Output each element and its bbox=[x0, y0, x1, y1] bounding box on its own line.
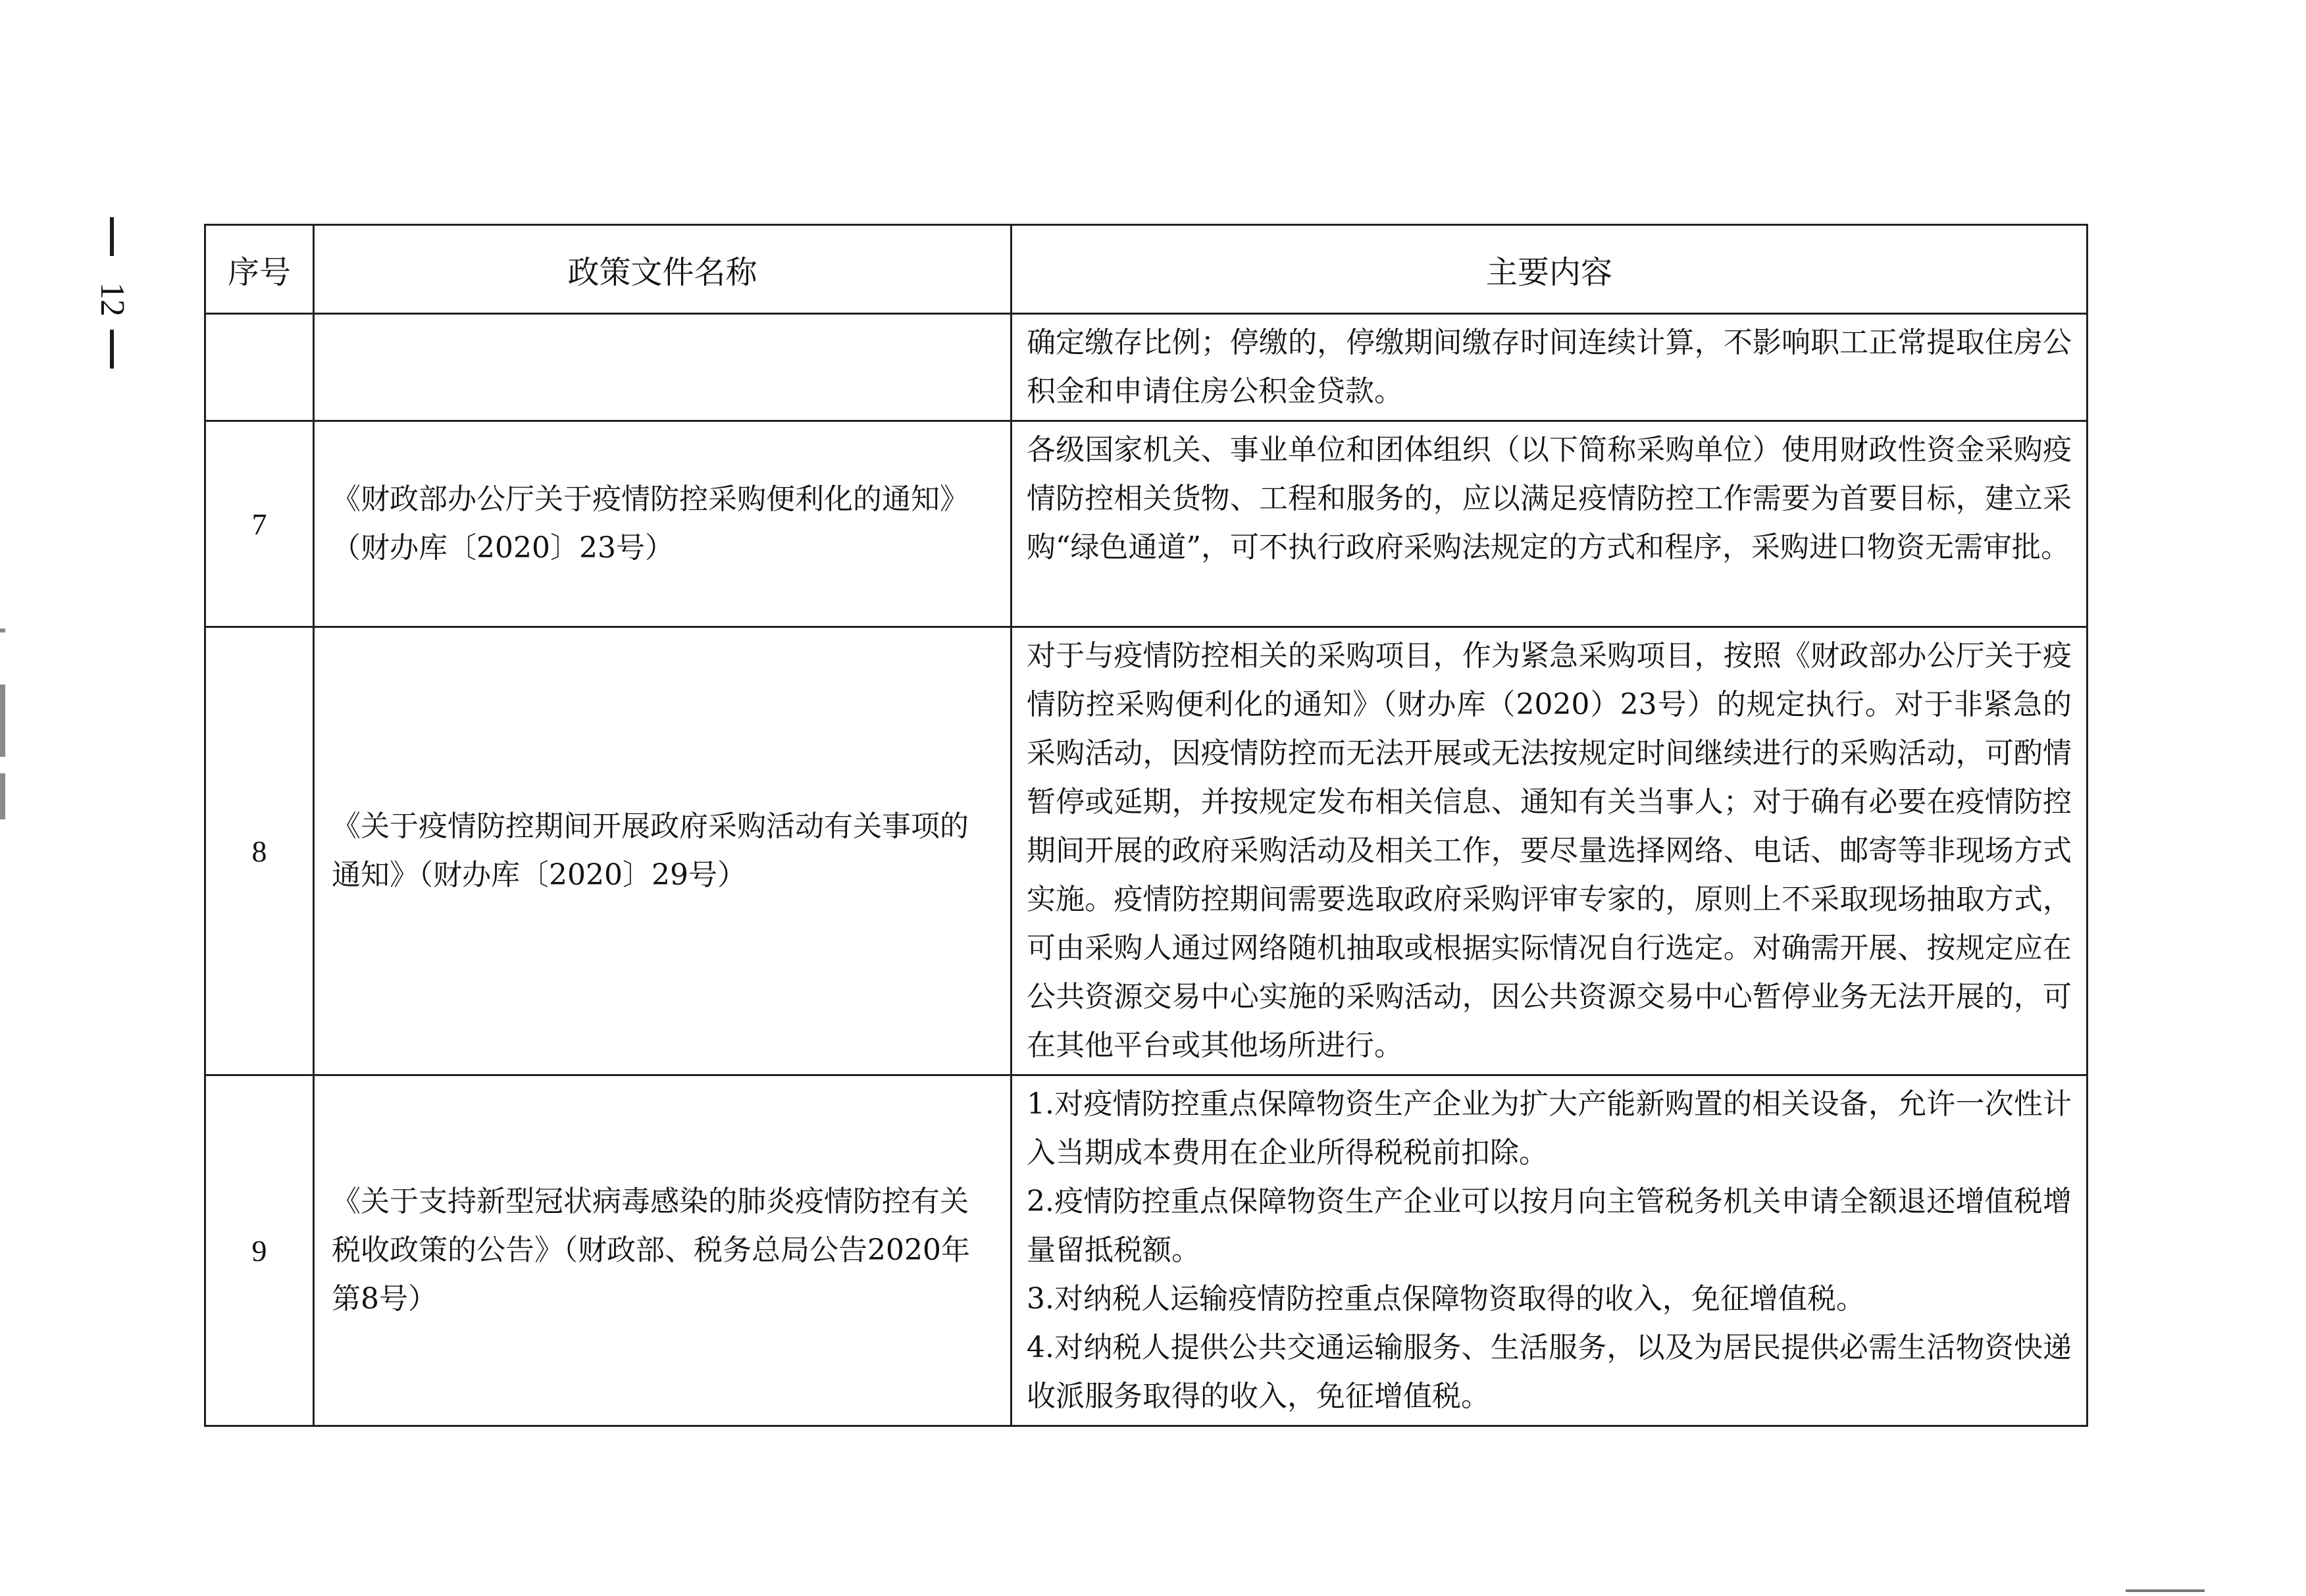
scan-edge-mark bbox=[0, 684, 5, 757]
header-main-content: 主要内容 bbox=[1012, 225, 2088, 314]
table-row bbox=[205, 421, 2088, 627]
table-row bbox=[205, 314, 2088, 421]
page-number-dash-top bbox=[110, 217, 114, 256]
content-paragraph: 各级国家机关、事业单位和团体组织（以下简称采购单位）使用财政性资金采购疫情防控相关货物、工程和服务的，应以满足疫情防控工作需要为首要目标，建立采购“绿色通道”，可不执行政府采购法规定的方式和程序，采购进口物资无需审批。 bbox=[1027, 433, 2072, 564]
content-list-item: 2.疫情防控重点保障物资生产企业可以按月向主管税务机关申请全额退还增值税增量留抵税额。 bbox=[1027, 1185, 2072, 1267]
scan-edge-mark bbox=[0, 773, 5, 819]
header-seq: 序号 bbox=[205, 225, 314, 314]
row-policy-name: 《关于支持新型冠状病毒感染的肺炎疫情防控有关税收政策的公告》（财政部、税务总局公告2020年第8号） bbox=[314, 1075, 1012, 1426]
scan-edge-mark bbox=[0, 629, 5, 632]
page-number-dash-bottom bbox=[110, 330, 114, 369]
page-number-text: 12 bbox=[93, 282, 131, 317]
row-seq: 8 bbox=[205, 627, 314, 1075]
policy-table bbox=[204, 224, 2088, 1427]
row-seq: 9 bbox=[205, 1075, 314, 1426]
row-policy-name bbox=[314, 314, 1012, 421]
content-list-item: 4.对纳税人提供公共交通运输服务、生活服务，以及为居民提供必需生活物资快递收派服务取得的收入，免征增值税。 bbox=[1027, 1331, 2072, 1413]
row-main-content bbox=[1012, 314, 2088, 421]
row-policy-name: 《财政部办公厅关于疫情防控采购便利化的通知》（财办库〔2020〕23号） bbox=[314, 421, 1012, 627]
table-header-row bbox=[205, 225, 2088, 314]
row-policy-name: 《关于疫情防控期间开展政府采购活动有关事项的通知》（财办库〔2020〕29号） bbox=[314, 627, 1012, 1075]
table-row bbox=[205, 1075, 2088, 1426]
scan-bottom-line bbox=[2126, 1589, 2205, 1592]
content-paragraph: 对于与疫情防控相关的采购项目，作为紧急采购项目，按照《财政部办公厅关于疫情防控采购便利化的通知》（财办库（2020）23号）的规定执行。对于非紧急的采购活动，因疫情防控而无法开展或无法按规定时间继续进行的采购活动，可酌情暂停或延期，并按规定发布相关信息、通知有关当事人；对于确有必要在疫情防控期间开展的政府采购活动及相关工作，要尽量选择网络、电话、邮寄等非现场方式实施。疫情防控期间需要选取政府采购评审专家的，原则上不采取现场抽取方式，可由采购人通过网络随机抽取或根据实际情况自行选定。对确需开展、按规定应在公共资源交易中心实施的采购活动，因公共资源交易中心暂停业务无法开展的，可在其他平台或其他场所进行。 bbox=[1027, 639, 2072, 1062]
header-policy-name: 政策文件名称 bbox=[314, 225, 1012, 314]
row-main-content bbox=[1012, 1075, 2088, 1426]
row-seq bbox=[205, 314, 314, 421]
content-paragraph: 确定缴存比例；停缴的，停缴期间缴存时间连续计算，不影响职工正常提取住房公积金和申请住房公积金贷款。 bbox=[1027, 326, 2072, 408]
content-list-item: 1.对疫情防控重点保障物资生产企业为扩大产能新购置的相关设备，允许一次性计入当期成本费用在企业所得税税前扣除。 bbox=[1027, 1087, 2072, 1170]
row-main-content bbox=[1012, 421, 2088, 627]
policy-table-container bbox=[204, 224, 2086, 1427]
table-row bbox=[205, 627, 2088, 1075]
page-number bbox=[79, 217, 145, 369]
row-main-content bbox=[1012, 627, 2088, 1075]
row-seq: 7 bbox=[205, 421, 314, 627]
content-list-item: 3.对纳税人运输疫情防控重点保障物资取得的收入，免征增值税。 bbox=[1027, 1282, 1865, 1316]
